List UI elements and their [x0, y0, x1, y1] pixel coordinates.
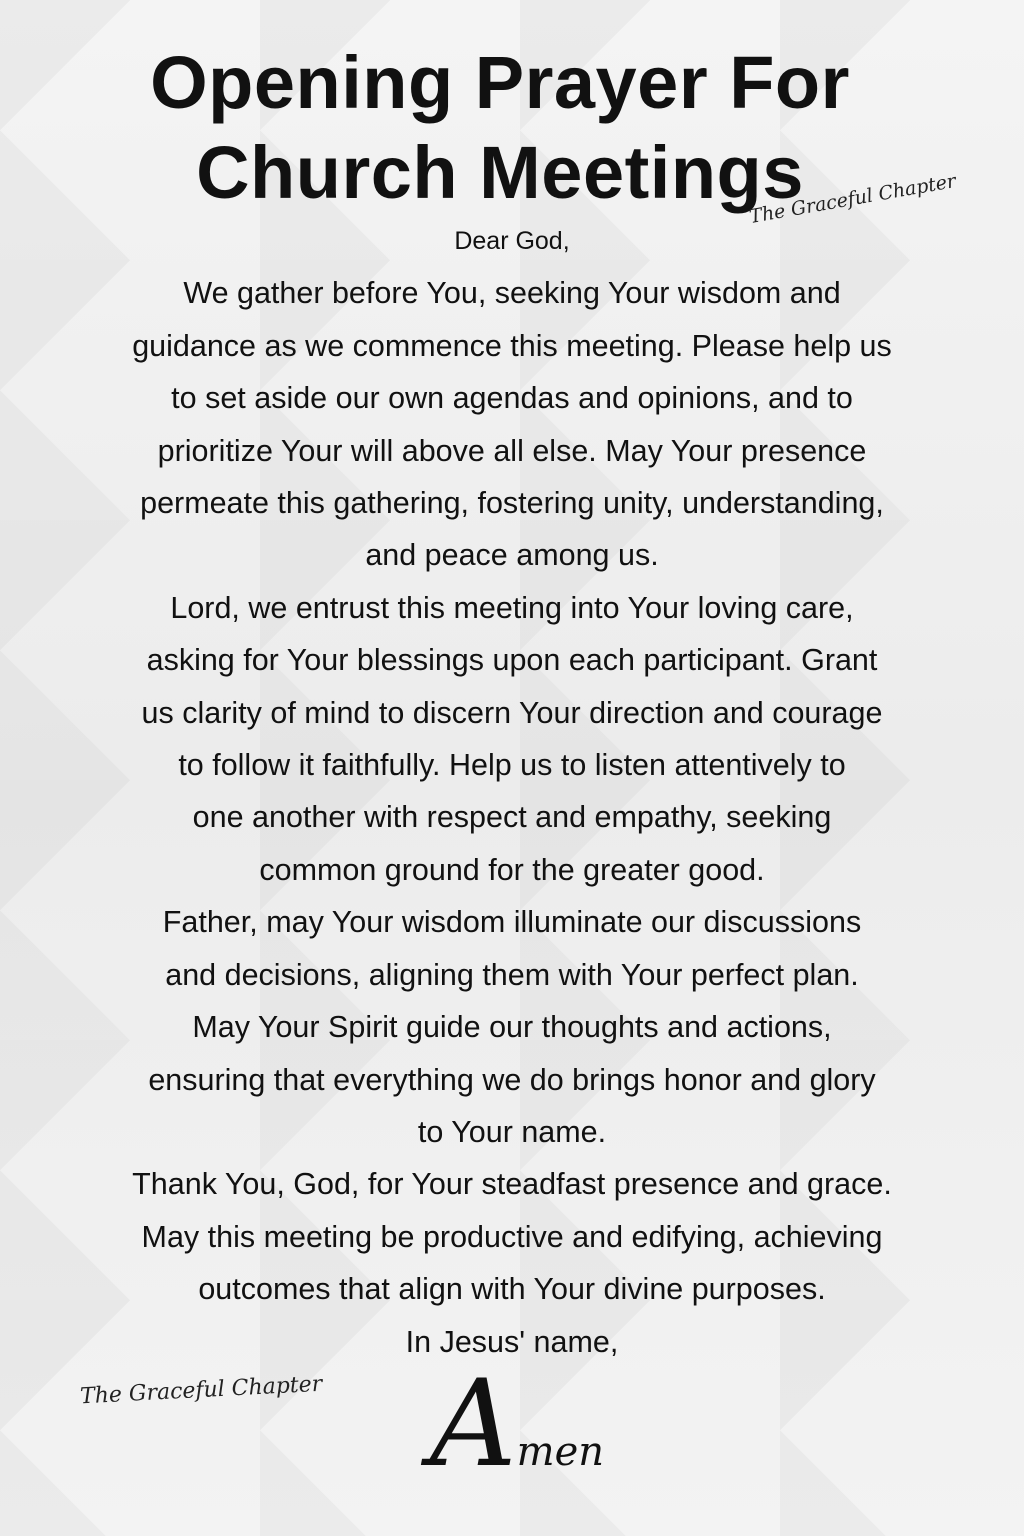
- prayer-line: outcomes that align with Your divine purposes.: [198, 1272, 826, 1307]
- prayer-line: asking for Your blessings upon each participant. Grant: [146, 643, 878, 678]
- prayer-line: May Your Spirit guide our thoughts and actions,: [192, 1010, 832, 1045]
- title-line-2: Church Meetings: [196, 131, 804, 214]
- prayer-line: prioritize Your will above all else. May Your presence: [157, 433, 867, 468]
- prayer-line: Thank You, God, for Your steadfast presence and grace.: [132, 1167, 892, 1202]
- prayer-line: common ground for the greater good.: [259, 852, 765, 887]
- prayer-line: Father, may Your wisdom illuminate our discussions: [162, 905, 862, 940]
- prayer-line: permeate this gathering, fostering unity, understanding,: [140, 486, 884, 521]
- prayer-line: to Your name.: [417, 1114, 607, 1149]
- prayer-line: to follow it faithfully. Help us to listen attentively to: [178, 748, 846, 783]
- prayer-line: and decisions, aligning them with Your perfect plan.: [165, 957, 859, 992]
- prayer-line: ensuring that everything we do brings honor and glory: [148, 1062, 876, 1097]
- prayer-line: May this meeting be productive and edifying, achieving: [141, 1219, 883, 1254]
- prayer-line: one another with respect and empathy, seeking: [192, 800, 832, 835]
- prayer-text: [0, 215, 1024, 1368]
- title-line-1: Opening Prayer For: [150, 41, 850, 124]
- prayer-line: guidance as we commence this meeting. Please help us: [132, 328, 892, 363]
- watermark-bottom: The Graceful Chapter: [79, 1371, 323, 1410]
- amen-signature: Amen: [430, 1355, 605, 1494]
- prayer-line: and peace among us.: [365, 538, 659, 573]
- prayer-line: We gather before You, seeking Your wisdom and: [183, 276, 841, 311]
- prayer-line: to set aside our own agendas and opinions, and to: [171, 381, 853, 416]
- watermark-top: The Graceful Chapter: [747, 169, 958, 229]
- prayer-line: Dear God,: [454, 227, 570, 255]
- prayer-line: us clarity of mind to discern Your direction and courage: [141, 695, 883, 730]
- prayer-line: In Jesus' name,: [405, 1324, 619, 1359]
- prayer-line: Lord, we entrust this meeting into Your loving care,: [170, 590, 854, 625]
